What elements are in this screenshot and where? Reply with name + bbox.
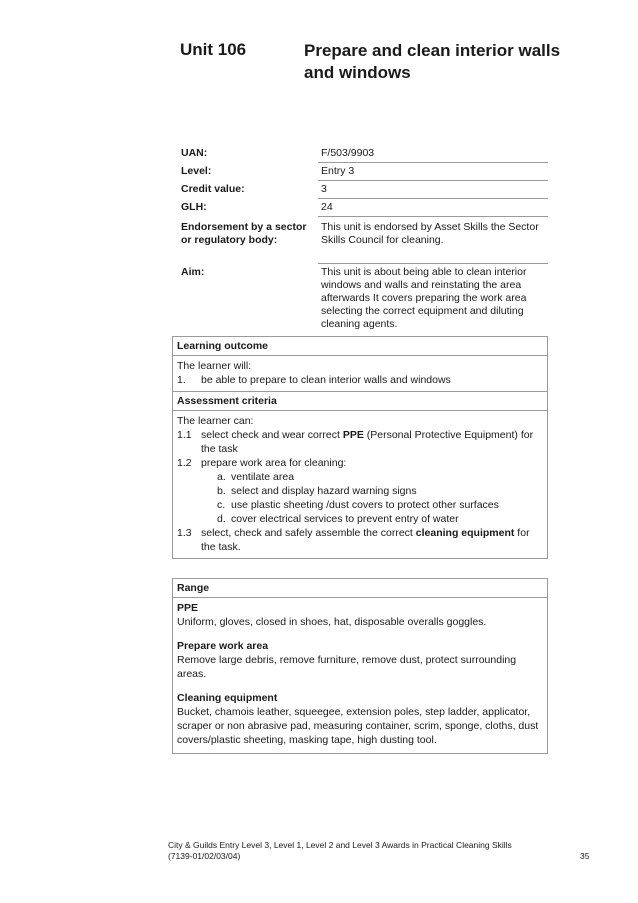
meta-value: This unit is endorsed by Asset Skills the Sector Skills Council for cleaning. <box>318 219 548 264</box>
range-body <box>173 598 547 753</box>
range-heading: Range <box>173 579 547 598</box>
meta-row-level <box>178 163 548 181</box>
sub-criterion-c: c. use plastic sheeting /dust covers to protect other surfaces <box>217 499 499 511</box>
meta-key: Aim: <box>181 266 205 278</box>
meta-row-credit <box>178 181 548 199</box>
unit-title: Prepare and clean interior walls and windows <box>304 41 561 82</box>
assessment-criteria-body <box>173 411 547 558</box>
criterion-text: select check and wear correct PPE (Personal Protective Equipment) for the task <box>201 429 534 455</box>
criterion-number: 1.3 <box>177 527 192 539</box>
meta-row-glh <box>178 199 548 217</box>
footer-code: (7139-01/02/03/04) <box>168 851 241 861</box>
meta-row-endorsement <box>178 219 548 264</box>
meta-key: UAN: <box>181 147 208 159</box>
criterion-text: prepare work area for cleaning: <box>201 457 347 469</box>
meta-value: F/503/9903 <box>318 145 548 163</box>
learning-outcome-item <box>177 373 543 387</box>
meta-value: Entry 3 <box>318 163 548 181</box>
meta-key: Endorsement by a sector or regulatory body: <box>181 221 307 246</box>
criterion-1-2 <box>177 456 543 470</box>
assessment-criteria-heading: Assessment criteria <box>173 392 547 411</box>
sub-criterion-d: d. cover electrical services to prevent entry of water <box>217 513 459 525</box>
meta-row-uan <box>178 145 548 163</box>
learning-outcome-body <box>173 356 547 392</box>
outcome-criteria-box <box>172 336 548 559</box>
page-number: 35 <box>580 851 590 861</box>
criterion-1-1 <box>177 428 543 456</box>
criterion-text: select, check and safely assemble the correct cleaning equipment for the task. <box>201 527 530 553</box>
meta-row-aim <box>178 264 548 333</box>
criterion-1-3 <box>177 526 543 554</box>
sub-criterion-a: a. ventilate area <box>217 471 295 483</box>
unit-details-table <box>178 145 548 333</box>
footer-title: City & Guilds Entry Level 3, Level 1, Level 2 and Level 3 Awards in Practical Cleaning Skills <box>168 840 512 850</box>
sub-criterion-b: b. select and display hazard warning signs <box>217 485 417 497</box>
learning-outcome-heading: Learning outcome <box>173 337 547 356</box>
meta-value: This unit is about being able to clean interior windows and walls and reinstating the area afterwards It covers preparing the work area selecting the correct equipment and diluting cleaning agents. <box>321 266 527 330</box>
unit-number: Unit 106 <box>180 40 247 59</box>
criterion-number: 1.1 <box>177 429 192 441</box>
range-box <box>172 578 548 754</box>
page-footer <box>168 840 568 862</box>
range-section-title: Prepare work area <box>177 640 269 652</box>
meta-key: Credit value: <box>181 183 245 195</box>
range-section-text: Remove large debris, remove furniture, remove dust, protect surrounding areas. <box>177 654 517 680</box>
range-section-title: Cleaning equipment <box>177 692 278 704</box>
range-section-text: Uniform, gloves, closed in shoes, hat, disposable overalls goggles. <box>177 616 487 628</box>
range-section-title: PPE <box>177 602 199 614</box>
meta-key: Level: <box>181 165 212 177</box>
assessment-intro: The learner can: <box>177 415 254 427</box>
outcome-number: 1. <box>177 374 186 386</box>
meta-value: 24 <box>318 199 548 217</box>
criterion-number: 1.2 <box>177 457 192 469</box>
outcome-text: be able to prepare to clean interior walls and windows <box>201 374 451 386</box>
range-section-text: Bucket, chamois leather, squeegee, extension poles, step ladder, applicator, scraper or non abrasive pad, measuring container, scrim, sponge, cloths, dust covers/plastic sheeting, masking tape, high dusting tool. <box>177 706 539 746</box>
meta-key: GLH: <box>181 201 207 213</box>
learning-outcome-intro: The learner will: <box>177 360 252 372</box>
meta-value: 3 <box>318 181 548 199</box>
